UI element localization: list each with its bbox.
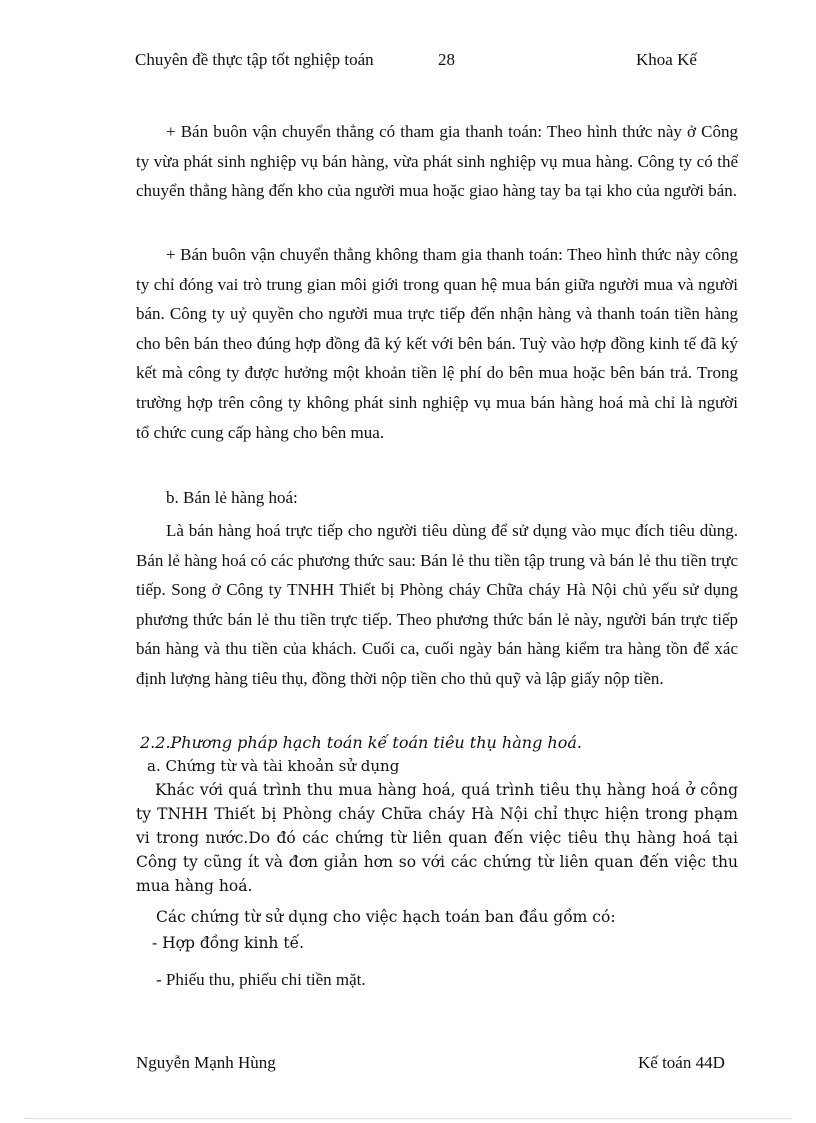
page-edge-divider <box>24 1118 792 1119</box>
paragraph-retail: Là bán hàng hoá trực tiếp cho người tiêu dùng để sử dụng vào mục đích tiêu dùng. Bán lẻ hàng hoá có các phương thức sau: Bán lẻ thu tiền tập trung và bán lẻ thu tiền trực tiếp. Song ở Công ty TNHH Thiết bị Phòng cháy Chữa cháy Hà Nội chủ yếu sử dụng phương thức bán lẻ thu tiền trực tiếp. Theo phương thức bán lẻ này, người bán trực tiếp bán hàng và thu tiền của khách. Cuối ca, cuối ngày bán hàng kiểm tra hàng tồn để xác định lượng hàng tiêu thụ, đồng thời nộp tiền cho thủ quỹ và lập giấy nộp tiền. <box>136 521 738 688</box>
paragraph-documents: Khác với quá trình thu mua hàng hoá, quá trình tiêu thụ hàng hoá ở công ty TNHH Thiết bị Phòng cháy Chữa cháy Hà Nội chỉ thực hiện trong phạm vi trong nước.Do đó các chứng từ liên quan đến việc tiêu thụ hàng hoá tại Công ty cũng ít và đơn giản hơn so với các chứng từ liên quan đến việc thu mua hàng hoá. <box>136 781 738 895</box>
header-title: Chuyên đề thực tập tốt nghiệp toán <box>135 50 374 69</box>
paragraph-wholesale-with-payment: + Bán buôn vận chuyển thẳng có tham gia thanh toán: Theo hình thức này ở Công ty vừa phát sinh nghiệp vụ bán hàng, vừa phát sinh nghiệp vụ mua hàng. Công ty có thể chuyển thẳng hàng đến kho của người mua hoặc giao hàng tay ba tại kho của người bán. <box>136 122 738 201</box>
section-heading: 2.2.Phương pháp hạch toán kế toán tiêu thụ hàng hoá. <box>140 733 582 752</box>
header-department: Khoa Kế <box>636 50 697 69</box>
footer-author: Nguyễn Mạnh Hùng <box>136 1053 276 1072</box>
list-item: - Hợp đồng kinh tế. <box>152 934 305 952</box>
paragraph-wholesale-without-payment: + Bán buôn vận chuyển thẳng không tham gia thanh toán: Theo hình thức này công ty chỉ đóng vai trò trung gian môi giới trong quan hệ mua bán giữa người mua và người bán. Công ty uỷ quyền cho người mua trực tiếp đến nhận hàng và thanh toán tiền hàng cho bên bán theo đúng hợp đồng đã ký kết với bên bán. Tuỳ vào hợp đồng kinh tế đã ký kết mà công ty được hưởng một khoản tiền lệ phí do bên mua hoặc bên bán trả. Trong trường hợp trên công ty không phát sinh nghiệp vụ mua bán hàng hoá mà chỉ là người tổ chức cung cấp hàng cho bên mua. <box>136 245 738 442</box>
subheading-documents: a. Chứng từ và tài khoản sử dụng <box>147 757 400 775</box>
page-number: 28 <box>438 50 455 69</box>
list-item: - Phiếu thu, phiếu chi tiền mặt. <box>156 970 366 989</box>
footer-class: Kế toán 44D <box>638 1053 725 1072</box>
paragraph-document-list-intro: Các chứng từ sử dụng cho việc hạch toán ban đầu gồm có: <box>156 908 616 926</box>
subheading-retail: b. Bán lẻ hàng hoá: <box>166 488 298 507</box>
